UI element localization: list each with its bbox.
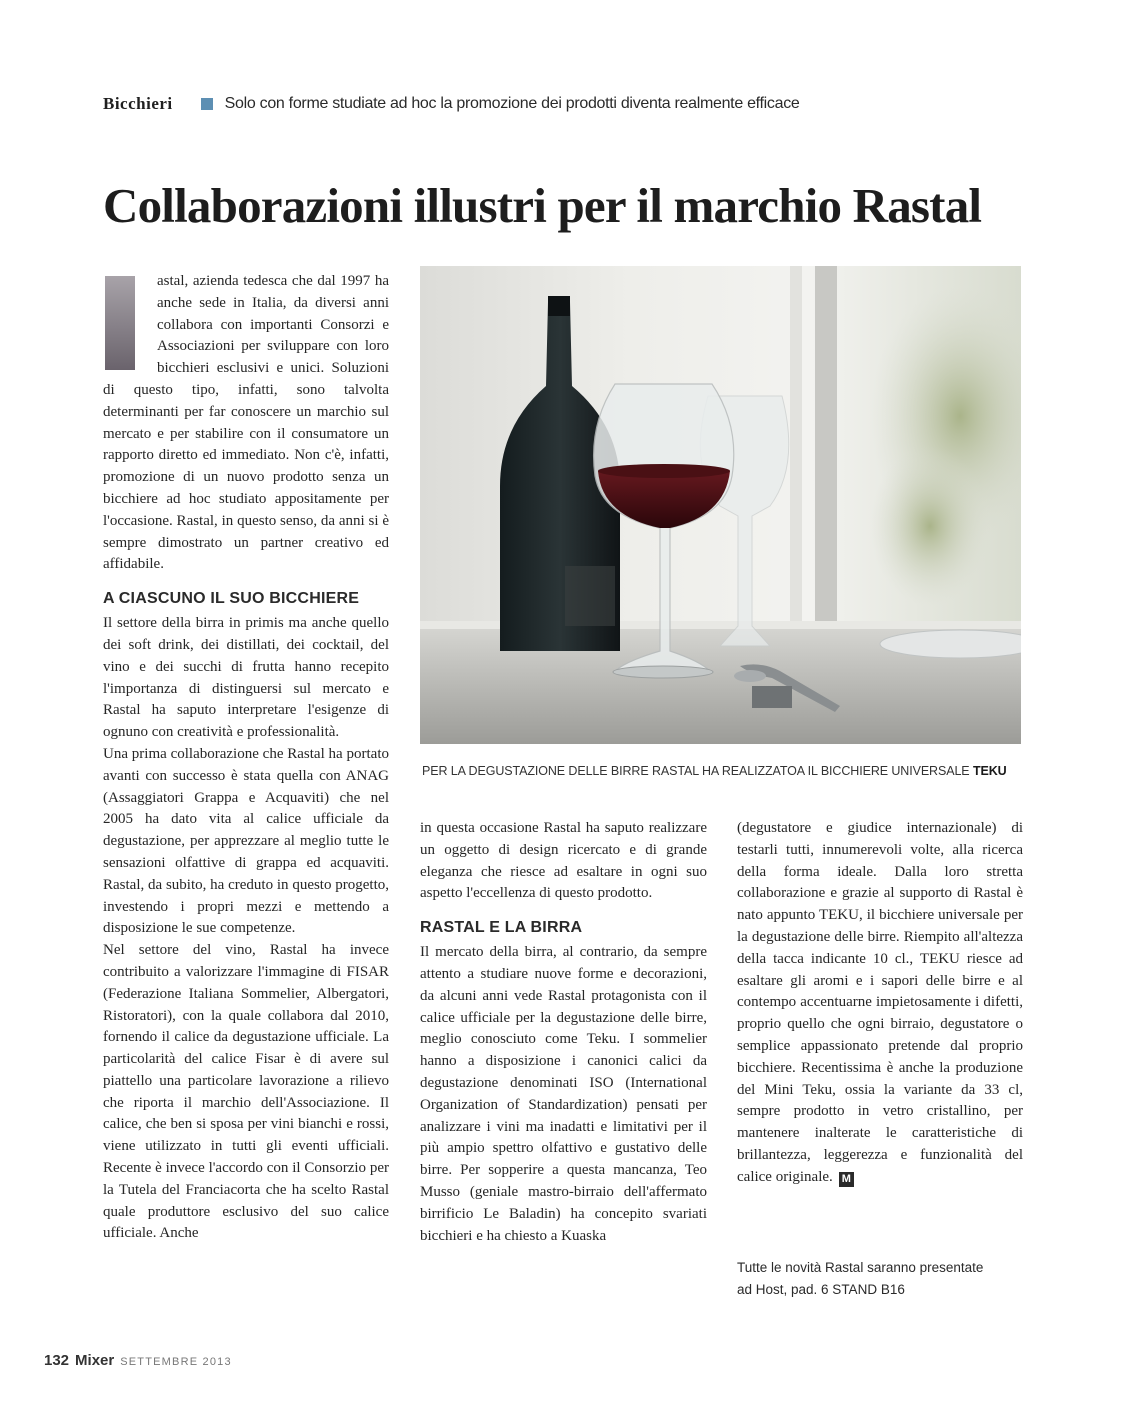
photo-caption	[422, 764, 1042, 778]
dropcap-letter	[105, 276, 135, 370]
section-heading-1: A CIASCUNO IL SUO BICCHIERE	[103, 590, 360, 608]
closing-text: (degustatore e giudice internazionale) di testarli tutti, innumerevoli volte, alla ricerca della forma ideale. Dalla loro stretta collaborazione e grazie al supporto di Rastal è nato appunto TEKU, il bicchiere universale per la degustazione delle birre. Riempito all'altezza della tacca indicante 10 cl., TEKU riesce ad esaltare gli aromi e i sapori delle birre e al contempo accentuarne impietosamente i difetti, proprio quello che ogni birraio, degustatore o semplice appassionato pretende dal proprio bicchiere. Recentissima è anche la produzione del Mini Teku, ossia la variante da 33 cl, sempre prodotto in vetro cristallino, per mantenere inalterate le caratteristiche di brillantezza, leggerezza e funzionalità del calice originale.	[737, 820, 1023, 1185]
article-column-1	[103, 271, 389, 1245]
paragraph: Il mercato della birra, al contrario, da sempre attento a studiare nuove forme e decorazioni, da alcuni anni vede Rastal protagonista con il calice ufficiale per la degustazione delle birre, meglio conosciuto come Teku. I sommelier hanno a disposizione i canonici calici da degustazione denominati ISO (International Organization of Standardization) pensati per analizzare i vini ma inadatti e limitativi per il più ampio spettro olfattivo e gustativo delle birre. Per sopperire a questa mancanza, Teo Musso (geniale mastro-birraio dell'affermato birrificio Le Baladin) ha concepito svariati bicchieri e ha chiesto a Kuaska	[420, 944, 707, 1244]
event-note	[737, 1257, 1027, 1301]
paragraph: Nel settore del vino, Rastal ha invece contribuito a valorizzare l'immagine di FISAR (Federazione Italiana Sommelier, Albergatori, Ristoratori), con la quale collabora dal 2010, fornendo il calice da degustazione ufficiale. La particolarità del calice Fisar è di avere sul piattello una particolare lavorazione a rilievo che riporta il marchio dell'Associazione. Il calice, che ben si sposa per vini bianchi e rossi, viene utilizzato in tutti gli eventi ufficiali. Recente è invece l'accordo con il Consorzio per la Tutela del Franciacorta che ha scelto Rastal quale produttore esclusivo del suo calice ufficiale. Anche	[103, 942, 389, 1242]
page-footer	[44, 1352, 232, 1369]
header-subtitle: Solo con forme studiate ad hoc la promozione dei prodotti diventa realmente efficace	[224, 95, 800, 112]
intro-text: astal, azienda tedesca che dal 1997 ha anche sede in Italia, da diversi anni collabora con importanti Consorzi e Associazioni per sviluppare con loro bicchieri esclusivi e unici. Soluzioni di questo tipo, infatti, sono talvolta determinanti per far conoscere un marchio sul mercato e per stabilire con il consumatore un rapporto diretto ed immediato. Non c'è, infatti, promozione di un nuovo prodotto senza un bicchiere ad hoc studiato appositamente per l'occasione. Rastal, in questo senso, da anni si è sempre dimostrato un partner creativo ed affidabile.	[103, 273, 389, 573]
intro-paragraph	[103, 271, 389, 576]
header-square-icon	[201, 98, 213, 110]
magazine-name: Mixer	[75, 1352, 115, 1369]
note-line: ad Host, pad. 6 STAND B16	[737, 1282, 905, 1297]
caption-product: TEKU	[972, 764, 1007, 778]
note-line: Tutte le novità Rastal saranno presentate	[737, 1260, 984, 1275]
paragraph: Una prima collaborazione che Rastal ha portato avanti con successo è stata quella con ANAG (Assaggiatori Grappa e Acquaviti) che nel 2005 ha dato vita al calice ufficiale da degustazione, per apprezzare al meglio tutte le sensazioni olfattive di grappa ed acquaviti. Rastal, da subito, ha creduto in questo progetto, investendo i propri mezzi e mettendo a disposizione le sue competenze.	[103, 745, 389, 937]
paragraph	[737, 818, 1023, 1189]
article-column-3	[737, 818, 1023, 1189]
teku-glass-photo	[420, 266, 1021, 744]
paragraph: Il settore della birra in primis ma anche quello dei soft drink, dei distillati, dei cocktail, del vino e dei succhi di frutta hanno recepito l'importanza di distinguersi sul mercato e Rastal ha saputo interpretare l'esigenze di ognuno con creatività e professionalità.	[103, 615, 389, 741]
article-title: Collaborazioni illustri per il marchio Rastal	[103, 178, 982, 233]
article-photo	[420, 266, 1021, 744]
paragraph: in questa occasione Rastal ha saputo realizzare un oggetto di design ricercato e di grande eleganza che riesce ad esaltare in ogni suo aspetto l'eccellenza di questo prodotto.	[420, 820, 707, 902]
article-column-2	[420, 818, 707, 1247]
page-number: 132	[44, 1352, 70, 1369]
section-heading-2: RASTAL E LA BIRRA	[420, 919, 583, 937]
issue-date: SETTEMBRE 2013	[120, 1356, 232, 1368]
caption-text: PER LA DEGUSTAZIONE DELLE BIRRE RASTAL HA REALIZZATOA IL BICCHIERE UNIVERSALE	[422, 764, 973, 778]
section-name: Bicchieri	[103, 94, 173, 113]
page-header	[103, 93, 1003, 115]
end-mark-icon: M	[839, 1172, 854, 1187]
